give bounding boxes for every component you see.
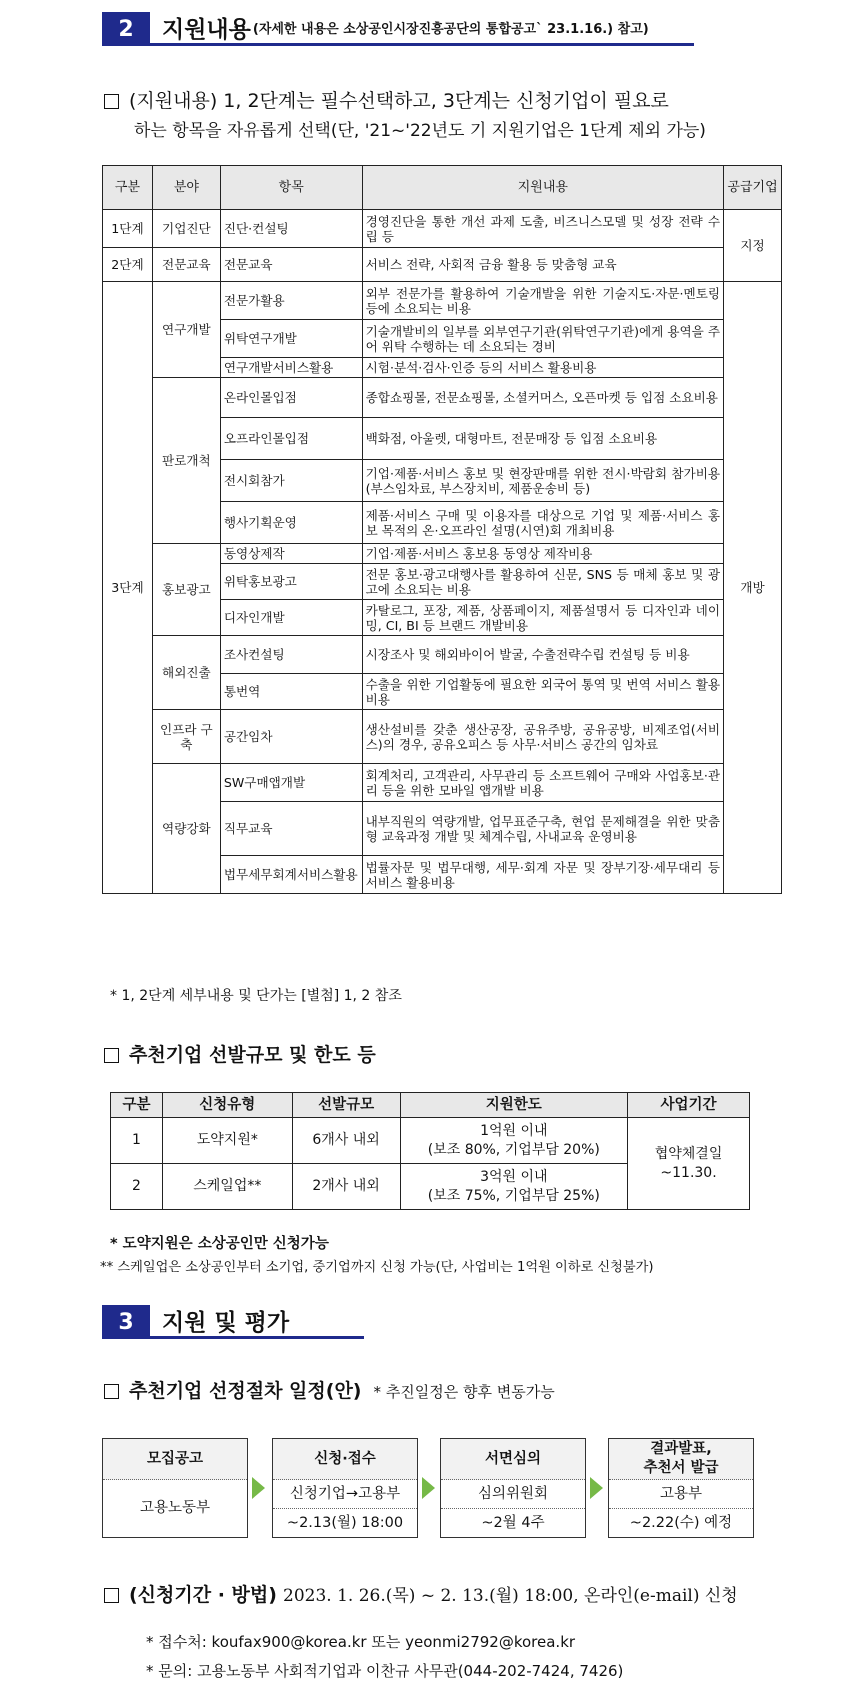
th-scale: 선발규모 bbox=[292, 1093, 400, 1118]
section-number: 2 bbox=[102, 12, 150, 46]
table-row bbox=[103, 544, 782, 564]
cell-item: 동영상제작 bbox=[220, 544, 362, 564]
cell-desc: 카탈로그, 포장, 제품, 상품페이지, 제품설명서 등 디자인과 네이밍, CI, BI 등 브랜드 개발비용 bbox=[362, 600, 723, 636]
schedule-step-line2: ~2.13(월) 18:00 bbox=[286, 1515, 404, 1531]
period-line2: ~11.30. bbox=[660, 1164, 717, 1181]
cell-desc: 외부 전문가를 활용하여 기술개발을 위한 기술지도·자문·멘토링 등에 소요되는 비용 bbox=[362, 282, 723, 320]
period-line1: 협약체결일 bbox=[654, 1145, 723, 1162]
support-note-line1: (지원내용) 1, 2단계는 필수선택하고, 3단계는 신청기업이 필요로 bbox=[129, 90, 669, 112]
cell-item: 공간임차 bbox=[220, 710, 362, 764]
cell-no: 2 bbox=[111, 1164, 163, 1210]
schedule-subnote: * 추진일정은 향후 변동가능 bbox=[373, 1383, 555, 1401]
table1-footnote: * 1, 2단계 세부내용 및 단가는 [별첨] 1, 2 참조 bbox=[110, 988, 402, 1004]
cell-desc: 회계처리, 고객관리, 사무관리 등 소프트웨어 구매와 사업홍보·관리 등을 위한 모바일 앱개발 비용 bbox=[362, 764, 723, 802]
cell-item: 위탁홍보광고 bbox=[220, 564, 362, 600]
cell-item: 연구개발서비스활용 bbox=[220, 358, 362, 378]
cell-item: 온라인몰입점 bbox=[220, 378, 362, 418]
th-no: 구분 bbox=[111, 1093, 163, 1118]
section-title bbox=[150, 12, 694, 46]
cell-stage: 1단계 bbox=[103, 210, 153, 248]
cell-field: 역량강화 bbox=[152, 764, 220, 894]
cell-desc: 기술개발비의 일부를 외부연구기관(위탁연구기관)에게 용역을 주어 위탁 수행하는 데 소요되는 경비 bbox=[362, 320, 723, 358]
cell-item: 직무교육 bbox=[220, 802, 362, 856]
schedule-step bbox=[272, 1438, 418, 1538]
application-text: 2023. 1. 26.(목) ~ 2. 13.(월) 18:00, 온라인(e-mail) 신청 bbox=[283, 1586, 738, 1606]
checkbox-icon bbox=[104, 94, 119, 109]
selection-heading bbox=[104, 1040, 376, 1070]
schedule-heading bbox=[104, 1376, 555, 1407]
cell-field: 연구개발 bbox=[152, 282, 220, 378]
cell-supplier: 개방 bbox=[724, 282, 782, 894]
section-subtitle: (자세한 내용은 소상공인시장진흥공단의 통합공고` 23.1.16.) 참고) bbox=[252, 22, 649, 37]
section-title-text: 지원내용 bbox=[162, 17, 251, 43]
schedule-step-line1: 심의위원회 bbox=[441, 1480, 585, 1509]
application-heading bbox=[104, 1580, 738, 1611]
cell-field: 전문교육 bbox=[152, 248, 220, 282]
application-label: (신청기간 · 방법) bbox=[129, 1584, 277, 1606]
th-period: 사업기간 bbox=[628, 1093, 750, 1118]
cell-desc: 기업·제품·서비스 홍보 및 현장판매를 위한 전시·박람회 참가비용(부스임차료, 부스장치비, 제품운송비 등) bbox=[362, 460, 723, 502]
cell-type: 스케일업** bbox=[162, 1164, 292, 1210]
arrow-right-icon bbox=[252, 1477, 265, 1499]
cell-desc: 서비스 전략, 사회적 금융 활용 등 맞춤형 교육 bbox=[362, 248, 723, 282]
selection-title: 추천기업 선발규모 및 한도 등 bbox=[129, 1044, 376, 1066]
th-category: 구분 bbox=[103, 166, 153, 210]
cell-field: 판로개척 bbox=[152, 378, 220, 544]
schedule-step-title: 모집공고 bbox=[103, 1439, 247, 1480]
cell-desc: 제품·서비스 구매 및 이용자를 대상으로 기업 및 제품·서비스 홍보 목적의 온·오프라인 설명(시연)회 개최비용 bbox=[362, 502, 723, 544]
cell-desc: 시장조사 및 해외바이어 발굴, 수출전략수립 컨설팅 등 비용 bbox=[362, 636, 723, 674]
schedule-step-line2: ~2월 4주 bbox=[481, 1515, 545, 1531]
cell-item: SW구매앱개발 bbox=[220, 764, 362, 802]
application-contact-1: * 접수처: koufax900@korea.kr 또는 yeonmi2792@korea.kr bbox=[146, 1633, 576, 1651]
table-row bbox=[103, 282, 782, 320]
schedule-step-line1: 신청기업→고용부 bbox=[273, 1480, 417, 1509]
schedule-title: 추천기업 선정절차 일정(안) bbox=[129, 1380, 362, 1402]
schedule-step-title: 결과발표, 추천서 발급 bbox=[609, 1439, 753, 1480]
table-row bbox=[111, 1118, 750, 1164]
cell-no: 1 bbox=[111, 1118, 163, 1164]
cell-field: 기업진단 bbox=[152, 210, 220, 248]
cell-item: 전문가활용 bbox=[220, 282, 362, 320]
cell-desc: 백화점, 아울렛, 대형마트, 전문매장 등 입점 소요비용 bbox=[362, 418, 723, 460]
th-supplier: 공급기업 bbox=[724, 166, 782, 210]
support-note-line2: 하는 항목을 자유롭게 선택(단, '21~'22년도 기 지원기업은 1단계 제외 가능) bbox=[134, 121, 706, 141]
table-row bbox=[103, 378, 782, 418]
cell-item: 법무세무회계서비스활용 bbox=[220, 856, 362, 894]
support-note bbox=[104, 86, 804, 146]
table-row bbox=[103, 710, 782, 764]
cell-stage: 3단계 bbox=[103, 282, 153, 894]
selection-note-2: ** 스케일업은 소상공인부터 소기업, 중기업까지 신청 가능(단, 사업비는 1억원 이하로 신청불가) bbox=[100, 1260, 654, 1275]
cell-desc: 전문 홍보·광고대행사를 활용하여 신문, SNS 등 매체 홍보 및 광고에 소요되는 비용 bbox=[362, 564, 723, 600]
selection-table bbox=[110, 1092, 750, 1210]
cell-field: 인프라 구축 bbox=[152, 710, 220, 764]
table-row bbox=[103, 248, 782, 282]
cell-item: 위탁연구개발 bbox=[220, 320, 362, 358]
cell-supplier: 지정 bbox=[724, 210, 782, 282]
cell-limit bbox=[400, 1164, 628, 1210]
cell-item: 조사컨설팅 bbox=[220, 636, 362, 674]
arrow-right-icon bbox=[590, 1477, 603, 1499]
cell-scale: 6개사 내외 bbox=[292, 1118, 400, 1164]
schedule-step-title: 서면심의 bbox=[441, 1439, 585, 1480]
application-contact-2: * 문의: 고용노동부 사회적기업과 이찬규 사무관(044-202-7424, 7426) bbox=[146, 1662, 624, 1680]
section-number: 3 bbox=[102, 1305, 150, 1339]
schedule-step bbox=[102, 1438, 248, 1538]
checkbox-icon bbox=[104, 1588, 119, 1603]
limit-amount: 1억원 이내 bbox=[480, 1122, 548, 1139]
limit-ratio: (보조 75%, 기업부담 25%) bbox=[427, 1187, 600, 1204]
cell-desc: 기업·제품·서비스 홍보용 동영상 제작비용 bbox=[362, 544, 723, 564]
cell-item: 오프라인몰입점 bbox=[220, 418, 362, 460]
th-type: 신청유형 bbox=[162, 1093, 292, 1118]
schedule-step bbox=[608, 1438, 754, 1538]
cell-item: 전시회참가 bbox=[220, 460, 362, 502]
section-3-header bbox=[102, 1305, 364, 1339]
th-desc: 지원내용 bbox=[362, 166, 723, 210]
schedule-step-line1: 고용부 bbox=[609, 1480, 753, 1509]
cell-type: 도약지원* bbox=[162, 1118, 292, 1164]
limit-amount: 3억원 이내 bbox=[480, 1168, 548, 1185]
cell-field: 홍보광고 bbox=[152, 544, 220, 636]
schedule-step bbox=[440, 1438, 586, 1538]
schedule-step-line2: ~2.22(수) 예정 bbox=[629, 1515, 733, 1531]
cell-desc: 시험·분석·검사·인증 등의 서비스 활용비용 bbox=[362, 358, 723, 378]
schedule-step-line1: 고용노동부 bbox=[139, 1500, 211, 1516]
table-row bbox=[103, 636, 782, 674]
cell-item: 전문교육 bbox=[220, 248, 362, 282]
checkbox-icon bbox=[104, 1048, 119, 1063]
cell-period bbox=[628, 1118, 750, 1210]
cell-desc: 내부직원의 역량개발, 업무표준구축, 현업 문제해결을 위한 맞춤형 교육과정 개발 및 체계수립, 사내교육 운영비용 bbox=[362, 802, 723, 856]
cell-desc: 수출을 위한 기업활동에 필요한 외국어 통역 및 번역 서비스 활용비용 bbox=[362, 674, 723, 710]
cell-scale: 2개사 내외 bbox=[292, 1164, 400, 1210]
table-row bbox=[103, 764, 782, 802]
th-limit: 지원한도 bbox=[400, 1093, 628, 1118]
table-row bbox=[103, 210, 782, 248]
section-2-header bbox=[102, 12, 694, 46]
schedule-step-title: 신청·접수 bbox=[273, 1439, 417, 1480]
cell-item: 디자인개발 bbox=[220, 600, 362, 636]
cell-limit bbox=[400, 1118, 628, 1164]
limit-ratio: (보조 80%, 기업부담 20%) bbox=[427, 1141, 600, 1158]
support-content-table bbox=[102, 165, 782, 894]
cell-desc: 경영진단을 통한 개선 과제 도출, 비즈니스모델 및 성장 전략 수립 등 bbox=[362, 210, 723, 248]
cell-item: 통번역 bbox=[220, 674, 362, 710]
cell-desc: 종합쇼핑몰, 전문쇼핑몰, 소셜커머스, 오픈마켓 등 입점 소요비용 bbox=[362, 378, 723, 418]
cell-desc: 법률자문 및 법무대행, 세무·회계 자문 및 장부기장·세무대리 등 서비스 활용비용 bbox=[362, 856, 723, 894]
checkbox-icon bbox=[104, 1384, 119, 1399]
th-field: 분야 bbox=[152, 166, 220, 210]
selection-note-1: * 도약지원은 소상공인만 신청가능 bbox=[110, 1236, 329, 1252]
cell-item: 행사기획운영 bbox=[220, 502, 362, 544]
cell-stage: 2단계 bbox=[103, 248, 153, 282]
section-title: 지원 및 평가 bbox=[150, 1305, 364, 1339]
cell-item: 진단·컨설팅 bbox=[220, 210, 362, 248]
arrow-right-icon bbox=[422, 1477, 435, 1499]
cell-field: 해외진출 bbox=[152, 636, 220, 710]
cell-desc: 생산설비를 갖춘 생산공장, 공유주방, 공유공방, 비제조업(서비스)의 경우, 공유오피스 등 사무·서비스 공간의 임차료 bbox=[362, 710, 723, 764]
th-item: 항목 bbox=[220, 166, 362, 210]
